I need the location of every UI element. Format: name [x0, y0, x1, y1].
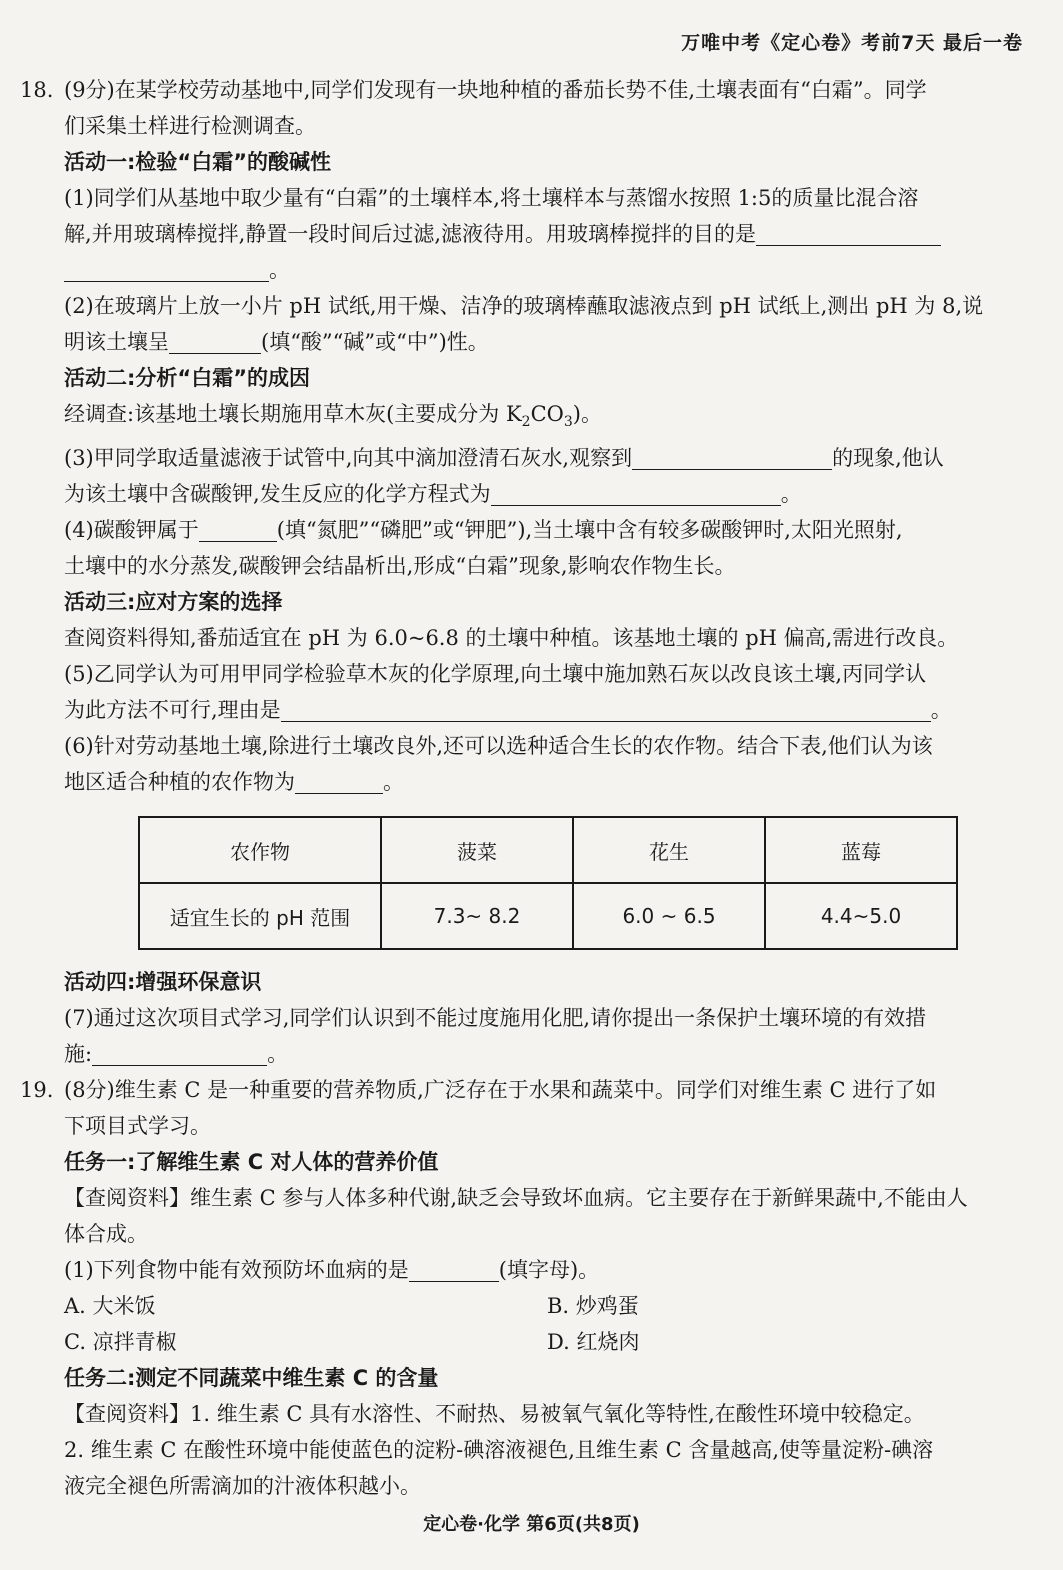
- option-b[interactable]: B. 炒鸡蛋: [547, 1294, 639, 1319]
- page-header: 万唯中考《定心卷》考前7天 最后一卷: [681, 32, 1023, 54]
- q18-intro-line1: [20, 72, 1030, 108]
- q18-p3-line1: [20, 440, 1030, 476]
- q19-intro-line1: [20, 1072, 1030, 1108]
- q18-p7-line1: (7)通过这次项目式学习,同学们认识到不能过度施用化肥,请你提出一条保护土壤环境的有效措: [64, 1006, 927, 1031]
- table-row: [139, 883, 957, 949]
- q18-p7-text-b: 。: [267, 1042, 289, 1067]
- q19-ref1-line2: 体合成。: [64, 1222, 148, 1247]
- table-cell: 适宜生长的 pH 范围: [139, 883, 381, 949]
- q18-p5-line2: [20, 692, 1030, 728]
- q18-p3-text-d: 。: [780, 482, 802, 507]
- q18-p6-text-a: 地区适合种植的农作物为: [64, 770, 295, 795]
- q19-p1-answer-blank[interactable]: [409, 1257, 499, 1282]
- q18-intro-text: (9分)在某学校劳动基地中,同学们发现有一块地种植的番茄长势不佳,土壤表面有“白霜”。同学: [64, 78, 927, 102]
- content: [20, 72, 1030, 1504]
- q19-number: 19.: [20, 1078, 54, 1103]
- q18-p6-answer-blank[interactable]: [295, 769, 383, 794]
- q18-activity1-heading: 活动一:检验“白霜”的酸碱性: [64, 150, 332, 174]
- q18-p4-line1: [20, 512, 1030, 548]
- option-c[interactable]: C. 凉拌青椒: [64, 1330, 177, 1355]
- q19-ref2-line2: 2. 维生素 C 在酸性环境中能使蓝色的淀粉-碘溶液褪色,且维生素 C 含量越高,使等量淀粉-碘溶: [64, 1438, 934, 1463]
- q18-p1-line3: [20, 252, 1030, 288]
- q19-options-row1: [20, 1288, 1030, 1324]
- q18-p4-text-b: (填“氮肥”“磷肥”或“钾肥”),当土壤中含有较多碳酸钾时,太阳光照射,: [276, 518, 903, 543]
- page-footer: 定心卷·化学 第6页(共8页): [423, 1514, 640, 1535]
- q18-p6-line2: [20, 764, 1030, 800]
- q18-activity4-heading: 活动四:增强环保意识: [64, 970, 262, 995]
- q19-intro-line2: 下项目式学习。: [64, 1114, 211, 1139]
- q19-ref2-line1: 【查阅资料】1. 维生素 C 具有水溶性、不耐热、易被氧气氧化等特性,在酸性环境中较稳定。: [64, 1402, 925, 1427]
- q19-ref2-line3: 液完全褪色所需滴加的汁液体积越小。: [64, 1474, 421, 1499]
- q18-p1-line1: (1)同学们从基地中取少量有“白霜”的土壤样本,将土壤样本与蒸馏水按照 1:5的质量比混合溶: [64, 186, 919, 210]
- q18-intro-line2: 们采集土样进行检测调查。: [64, 114, 316, 138]
- q18-p4-text-a: (4)碳酸钾属于: [64, 518, 199, 543]
- q18-info-line: 查阅资料得知,番茄适宜在 pH 为 6.0~6.8 的土壤中种植。该基地土壤的 pH 偏高,需进行改良。: [64, 626, 959, 651]
- q19-intro-text: (8分)维生素 C 是一种重要的营养物质,广泛存在于水果和蔬菜中。同学们对维生素 C 进行了如: [64, 1078, 937, 1103]
- q18-p3-text-c: 为该土壤中含碳酸钾,发生反应的化学方程式为: [64, 482, 491, 507]
- q18-p7-text-a: 施:: [64, 1042, 93, 1067]
- crop-ph-table: [138, 816, 958, 950]
- q18-p3-line2: [20, 476, 1030, 512]
- option-d[interactable]: D. 红烧肉: [547, 1330, 640, 1355]
- q18-number: 18.: [20, 78, 54, 102]
- q19-task1-heading: 任务一:了解维生素 C 对人体的营养价值: [64, 1150, 439, 1175]
- q18-survey-c: )。: [572, 402, 602, 426]
- q18-survey-a: 经调查:该基地土壤长期施用草木灰(主要成分为 K: [64, 402, 522, 426]
- q18-p2-text-b: (填“酸”“碱”或“中”)性。: [261, 330, 489, 354]
- q19-ref1-line1: 【查阅资料】维生素 C 参与人体多种代谢,缺乏会导致坏血病。它主要存在于新鲜果蔬中,不能由人: [64, 1186, 968, 1211]
- q18-p2-line1: (2)在玻璃片上放一小片 pH 试纸,用干燥、洁净的玻璃棒蘸取滤液点到 pH 试纸上,测出 pH 为 8,说: [64, 294, 984, 318]
- q18-p5-text-b: 。: [930, 698, 952, 723]
- table-row: [139, 817, 957, 883]
- q18-survey-sub: 2: [521, 414, 531, 431]
- q18-p7-line2: [20, 1036, 1030, 1072]
- q18-p4-answer-blank[interactable]: [199, 517, 277, 542]
- q19-options-row2: [20, 1324, 1030, 1360]
- table-cell: 蓝莓: [765, 817, 957, 883]
- q19-task2-heading: 任务二:测定不同蔬菜中维生素 C 的含量: [64, 1366, 439, 1391]
- q18-p3-text-a: (3)甲同学取适量滤液于试管中,向其中滴加澄清石灰水,观察到: [64, 446, 633, 471]
- q18-p3-equation-blank[interactable]: [491, 481, 781, 506]
- q18-p5-reason-blank[interactable]: [281, 697, 931, 722]
- q18-p2-answer-blank[interactable]: [169, 329, 261, 354]
- table-cell: 农作物: [139, 817, 381, 883]
- q18-p3-observation-blank[interactable]: [632, 445, 832, 470]
- q19-p1-text-b: (填字母)。: [498, 1258, 600, 1283]
- q18-p1-end: 。: [269, 258, 290, 282]
- q18-p1-answer-blank[interactable]: [756, 221, 941, 246]
- q18-p3-text-b: 的现象,他认: [832, 446, 944, 471]
- q18-p5-line1: (5)乙同学认为可用甲同学检验草木灰的化学原理,向土壤中施加熟石灰以改良该土壤,丙同学认: [64, 662, 927, 687]
- q19-p1-text-a: (1)下列食物中能有效预防坏血病的是: [64, 1258, 409, 1283]
- q18-p7-answer-blank[interactable]: [92, 1041, 267, 1066]
- q18-survey-b: CO: [530, 402, 564, 426]
- q18-p1-answer-blank-cont[interactable]: [64, 257, 269, 282]
- q18-activity3-heading: 活动三:应对方案的选择: [64, 590, 283, 615]
- q18-p6-text-b: 。: [383, 770, 404, 795]
- q18-p5-text-a: 为此方法不可行,理由是: [64, 698, 281, 723]
- q18-p1-line2: [20, 216, 1030, 252]
- q18-p6-line1: (6)针对劳动基地土壤,除进行土壤改良外,还可以选种适合生长的农作物。结合下表,他们认为该: [64, 734, 933, 759]
- q18-p2-line2: [20, 324, 1030, 360]
- table-cell: 花生: [573, 817, 765, 883]
- q18-activity2-heading: 活动二:分析“白霜”的成因: [64, 366, 311, 390]
- q18-survey-line: [20, 396, 1030, 440]
- table-cell: 6.0 ~ 6.5: [573, 883, 765, 949]
- table-cell: 菠菜: [381, 817, 573, 883]
- table-cell: 4.4~5.0: [765, 883, 957, 949]
- table-cell: 7.3~ 8.2: [381, 883, 573, 949]
- q18-p2-text-a: 明该土壤呈: [64, 330, 169, 354]
- q19-p1-line: [20, 1252, 1030, 1288]
- option-a[interactable]: A. 大米饭: [64, 1294, 156, 1319]
- q18-p1-text: 解,并用玻璃棒搅拌,静置一段时间后过滤,滤液待用。用玻璃棒搅拌的目的是: [64, 222, 757, 246]
- q18-p4-line2: 土壤中的水分蒸发,碳酸钾会结晶析出,形成“白霜”现象,影响农作物生长。: [64, 554, 736, 579]
- q18-survey-sub2: 3: [563, 414, 573, 431]
